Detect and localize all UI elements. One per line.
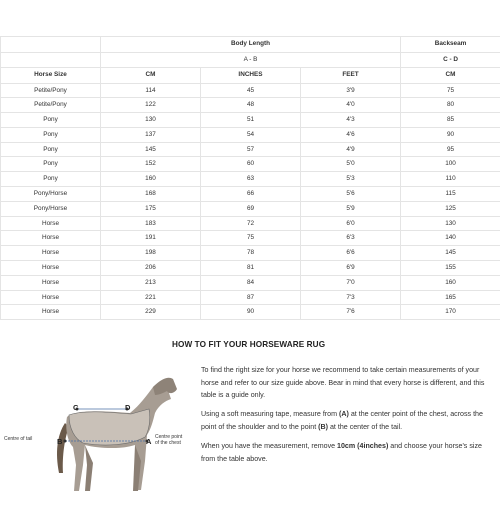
table-row bbox=[1, 305, 500, 320]
cell-feet: 5'6 bbox=[301, 187, 401, 202]
cell-horse-size: Pony/Horse bbox=[1, 187, 101, 202]
cell-backseam: 85 bbox=[401, 113, 500, 128]
cell-backseam: 100 bbox=[401, 157, 500, 172]
cell-inches: 69 bbox=[201, 201, 301, 216]
cell-cm: 175 bbox=[101, 201, 201, 216]
cell-cm: 183 bbox=[101, 216, 201, 231]
cell-backseam: 115 bbox=[401, 187, 500, 202]
cell-horse-size: Petite/Pony bbox=[1, 83, 101, 98]
cell-cm: 221 bbox=[101, 290, 201, 305]
cell-horse-size: Horse bbox=[1, 246, 101, 261]
table-row bbox=[1, 290, 500, 305]
table-row bbox=[1, 142, 500, 157]
cell-feet: 6'9 bbox=[301, 261, 401, 276]
cell-inches: 84 bbox=[201, 275, 301, 290]
cell-feet: 4'0 bbox=[301, 98, 401, 113]
horse-illustration bbox=[35, 365, 195, 500]
cell-horse-size: Pony bbox=[1, 113, 101, 128]
col-inches: INCHES bbox=[201, 68, 301, 84]
table-row bbox=[1, 187, 500, 202]
header-range-ab: A - B bbox=[101, 52, 401, 68]
cell-cm: 198 bbox=[101, 246, 201, 261]
cell-backseam: 170 bbox=[401, 305, 500, 320]
col-backseam-cm: CM bbox=[401, 68, 500, 84]
cell-feet: 5'3 bbox=[301, 172, 401, 187]
table-row bbox=[1, 246, 500, 261]
cell-cm: 229 bbox=[101, 305, 201, 320]
cell-backseam: 140 bbox=[401, 231, 500, 246]
table-row bbox=[1, 113, 500, 128]
cell-feet: 5'9 bbox=[301, 201, 401, 216]
cell-inches: 87 bbox=[201, 290, 301, 305]
cell-backseam: 110 bbox=[401, 172, 500, 187]
cell-cm: 122 bbox=[101, 98, 201, 113]
table-row bbox=[1, 231, 500, 246]
cell-feet: 6'0 bbox=[301, 216, 401, 231]
cell-horse-size: Horse bbox=[1, 231, 101, 246]
cell-feet: 6'3 bbox=[301, 231, 401, 246]
cell-backseam: 160 bbox=[401, 275, 500, 290]
cell-cm: 145 bbox=[101, 142, 201, 157]
cell-cm: 213 bbox=[101, 275, 201, 290]
cell-inches: 48 bbox=[201, 98, 301, 113]
label-centre-of-chest: Centre point of the chest bbox=[155, 435, 185, 446]
cell-feet: 4'6 bbox=[301, 127, 401, 142]
cell-horse-size: Pony bbox=[1, 172, 101, 187]
cell-backseam: 80 bbox=[401, 98, 500, 113]
table-row bbox=[1, 172, 500, 187]
fit-paragraph-3: When you have the measurement, remove 10cm (4inches) and choose your horse's size from the table above. bbox=[201, 440, 497, 465]
cell-inches: 45 bbox=[201, 83, 301, 98]
cell-cm: 152 bbox=[101, 157, 201, 172]
table-row bbox=[1, 261, 500, 276]
cell-horse-size: Petite/Pony bbox=[1, 98, 101, 113]
cell-backseam: 145 bbox=[401, 246, 500, 261]
fit-title: HOW TO FIT YOUR HORSEWARE RUG bbox=[172, 340, 325, 349]
table-row bbox=[1, 216, 500, 231]
horse-diagram bbox=[35, 365, 195, 500]
cell-feet: 3'9 bbox=[301, 83, 401, 98]
size-table bbox=[0, 36, 500, 320]
cell-horse-size: Horse bbox=[1, 290, 101, 305]
cell-inches: 63 bbox=[201, 172, 301, 187]
cell-feet: 5'0 bbox=[301, 157, 401, 172]
cell-cm: 114 bbox=[101, 83, 201, 98]
cell-inches: 81 bbox=[201, 261, 301, 276]
cell-inches: 60 bbox=[201, 157, 301, 172]
cell-backseam: 130 bbox=[401, 216, 500, 231]
label-b: B bbox=[57, 437, 62, 446]
cell-horse-size: Pony/Horse bbox=[1, 201, 101, 216]
cell-cm: 137 bbox=[101, 127, 201, 142]
fit-instructions bbox=[201, 364, 497, 472]
cell-feet: 4'9 bbox=[301, 142, 401, 157]
cell-horse-size: Horse bbox=[1, 261, 101, 276]
header-body-length: Body Length bbox=[101, 37, 401, 53]
cell-inches: 72 bbox=[201, 216, 301, 231]
table-row bbox=[1, 157, 500, 172]
cell-horse-size: Horse bbox=[1, 305, 101, 320]
cell-backseam: 125 bbox=[401, 201, 500, 216]
header-blank bbox=[1, 37, 101, 53]
cell-feet: 4'3 bbox=[301, 113, 401, 128]
cell-inches: 54 bbox=[201, 127, 301, 142]
table-row bbox=[1, 201, 500, 216]
fit-paragraph-1: To find the right size for your horse we recommend to take certain measurements of your horse and refer to our size guide above. Bear in mind that every horse is different, and this table is a guide only. bbox=[201, 364, 497, 402]
cell-horse-size: Horse bbox=[1, 216, 101, 231]
cell-inches: 66 bbox=[201, 187, 301, 202]
header-range-cd: C - D bbox=[401, 52, 500, 68]
cell-inches: 90 bbox=[201, 305, 301, 320]
label-d: D bbox=[125, 403, 130, 412]
cell-backseam: 75 bbox=[401, 83, 500, 98]
cell-backseam: 155 bbox=[401, 261, 500, 276]
cell-horse-size: Pony bbox=[1, 142, 101, 157]
cell-horse-size: Pony bbox=[1, 157, 101, 172]
cell-horse-size: Pony bbox=[1, 127, 101, 142]
label-centre-of-tail: Centre of tail bbox=[4, 437, 34, 443]
cell-inches: 51 bbox=[201, 113, 301, 128]
label-c: C bbox=[73, 403, 78, 412]
col-feet: FEET bbox=[301, 68, 401, 84]
cell-inches: 75 bbox=[201, 231, 301, 246]
fit-section bbox=[0, 335, 500, 500]
cell-cm: 160 bbox=[101, 172, 201, 187]
header-backseam: Backseam bbox=[401, 37, 500, 53]
cell-inches: 78 bbox=[201, 246, 301, 261]
fit-paragraph-2: Using a soft measuring tape, measure from (A) at the center point of the chest, across the point of the shoulder and to the point (B) at the center of the tail. bbox=[201, 408, 497, 433]
table-row bbox=[1, 127, 500, 142]
cell-cm: 130 bbox=[101, 113, 201, 128]
cell-backseam: 165 bbox=[401, 290, 500, 305]
cell-feet: 7'3 bbox=[301, 290, 401, 305]
cell-feet: 7'0 bbox=[301, 275, 401, 290]
header-blank-2 bbox=[1, 52, 101, 68]
cell-cm: 168 bbox=[101, 187, 201, 202]
cell-cm: 191 bbox=[101, 231, 201, 246]
cell-backseam: 90 bbox=[401, 127, 500, 142]
cell-cm: 206 bbox=[101, 261, 201, 276]
col-cm: CM bbox=[101, 68, 201, 84]
table-row bbox=[1, 275, 500, 290]
cell-backseam: 95 bbox=[401, 142, 500, 157]
table-row bbox=[1, 83, 500, 98]
table-row bbox=[1, 98, 500, 113]
cell-feet: 6'6 bbox=[301, 246, 401, 261]
col-horse-size: Horse Size bbox=[1, 68, 101, 84]
cell-horse-size: Horse bbox=[1, 275, 101, 290]
cell-inches: 57 bbox=[201, 142, 301, 157]
cell-feet: 7'6 bbox=[301, 305, 401, 320]
label-a: A bbox=[146, 437, 151, 446]
